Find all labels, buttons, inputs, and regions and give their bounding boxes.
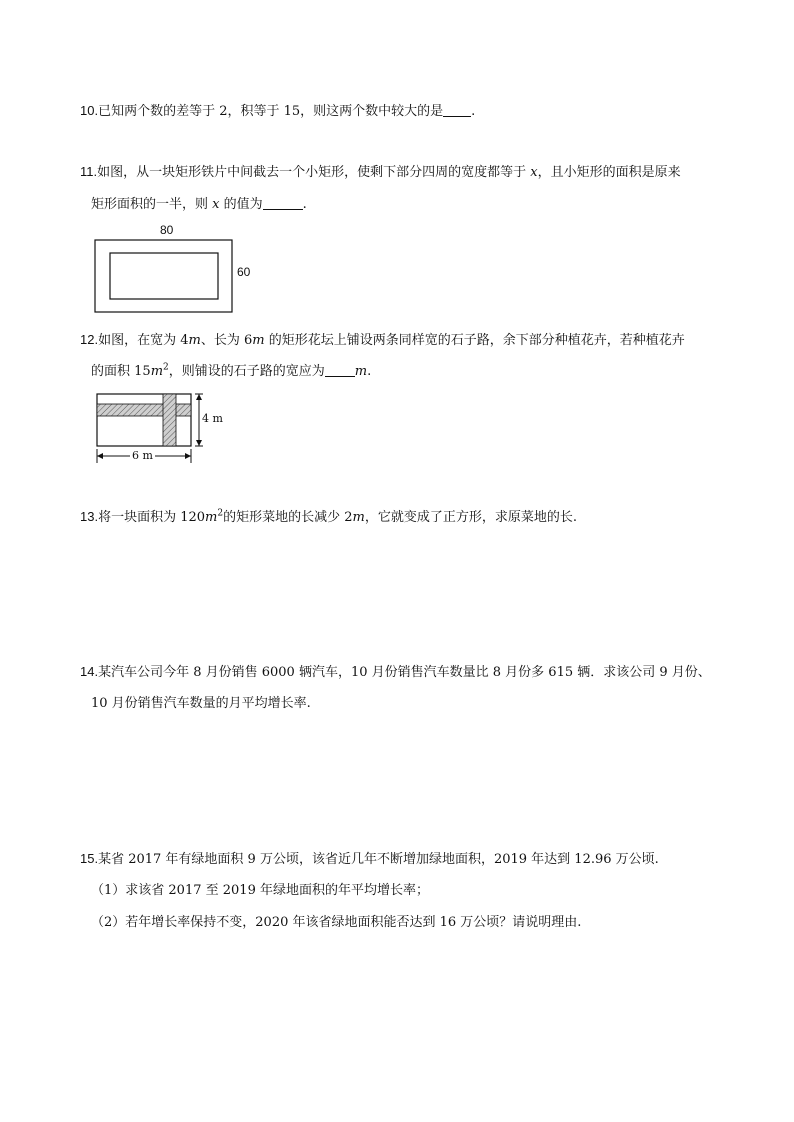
question-number: 11. [80,164,98,179]
question-number: 12. [80,332,99,347]
answer-blank[interactable] [263,195,303,210]
question-11: 11.如图，从一块矩形铁片中间截去一个小矩形，使剩下部分四周的宽度都等于 x，且小矩形的面积是原来 [80,164,681,180]
vertical-path [163,394,176,446]
height-label: 4 m [202,412,223,425]
answer-blank[interactable] [443,102,471,117]
horizontal-path [97,404,191,416]
figure-garden-paths [90,386,230,468]
garden-rectangle [97,394,191,446]
height-label: 60 [237,265,251,279]
width-label: 6 m [132,449,153,462]
garden-diagram [90,386,230,468]
question-12: 12.如图，在宽为 4m、长为 6m 的矩形花坛上铺设两条同样宽的石子路，余下部分种植花卉，若种植花卉 [80,332,685,348]
question-number: 15. [80,851,99,866]
question-number: 10. [80,103,99,118]
sub-question-2: （2）若年增长率保持不变，2020 年该省绿地面积能否达到 16 万公顷？请说明理由. [91,915,582,930]
arrow-left-icon [97,453,103,459]
question-15 [80,849,659,870]
question-10: 10.已知两个数的差等于 2，积等于 15，则这两个数中较大的是 . [80,103,476,119]
rectangle-diagram [94,222,264,314]
question-11-line-2: 矩形面积的一半，则 x 的值为 . [91,197,307,212]
variable-x: x [530,165,538,180]
question-text: 某省 2017 年有绿地面积 9 万公顷，该省近几年不断增加绿地面积，2019 年达到 12.96 万公顷. [98,852,659,867]
figure-rectangle-frame [94,222,264,314]
question-text: 如图，从一块矩形铁片中间截去一个小矩形，使剩下部分四周的宽度都等于 [97,165,527,180]
answer-blank[interactable] [325,362,355,377]
question-14 [80,662,711,683]
question-number: 13. [80,509,99,524]
arrow-up-icon [196,394,202,400]
sub-question-1: （1）求该省 2017 至 2019 年绿地面积的年平均增长率； [91,883,429,898]
question-14-line-2: 10 月份销售汽车数量的月平均增长率. [91,696,311,711]
arrow-right-icon [185,453,191,459]
arrow-down-icon [196,440,202,446]
question-12-line-2: 的面积 $15m^2$，则铺设的石子路的宽应为 m. [91,362,372,379]
inner-rectangle [110,253,218,299]
question-text: 某汽车公司今年 8 月份销售 6000 辆汽车，10 月份销售汽车数量比 8 月份多 615 辆．求该公司 9 月份、 [98,665,711,680]
width-label: 80 [160,223,174,237]
question-text: 已知两个数的差等于 2，积等于 15，则这两个数中较大的是 [98,104,444,119]
outer-rectangle [95,240,232,312]
question-13: 13.将一块面积为 $120m^2$的矩形菜地的长减少 2m，它就变成了正方形，求原菜地的长. [80,508,577,525]
question-number: 14. [80,664,99,679]
variable-x: x [212,197,220,212]
